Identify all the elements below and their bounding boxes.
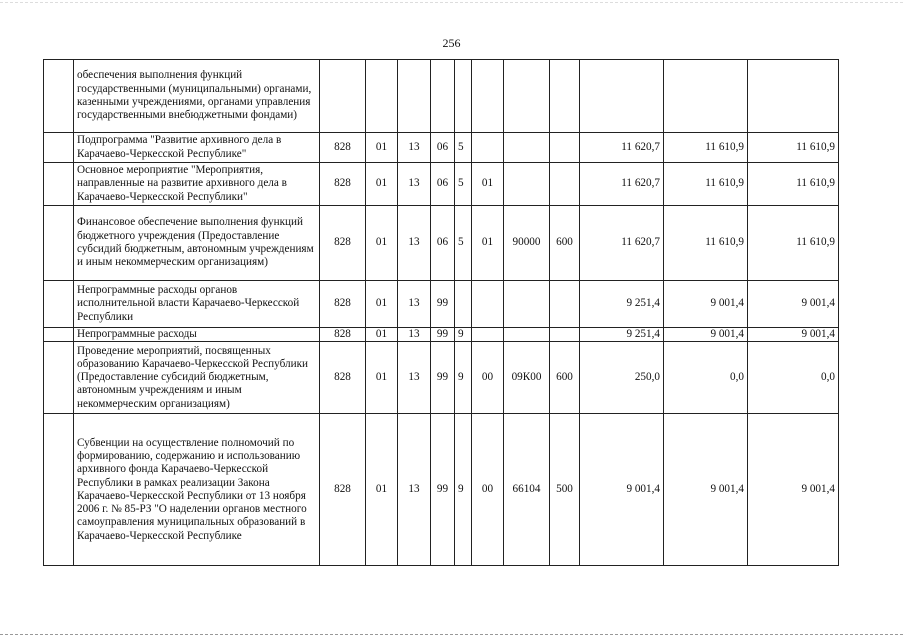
rz-cell: 01 — [366, 133, 398, 163]
subprogram-cell: 9 — [455, 414, 472, 566]
grbs-cell: 828 — [320, 414, 366, 566]
table-row — [44, 342, 839, 414]
amount-year1-cell: 9 251,4 — [580, 281, 664, 328]
expense-name-cell: Подпрограмма "Развитие архивного дела в Карачаево-Черкесской Республике" — [74, 133, 320, 163]
amount-year1-cell: 250,0 — [580, 342, 664, 414]
rz-cell: 01 — [366, 163, 398, 206]
table-row — [44, 133, 839, 163]
amount-year3-cell: 9 001,4 — [748, 328, 839, 342]
amount-year2-cell: 9 001,4 — [664, 281, 748, 328]
table-row — [44, 414, 839, 566]
row-number-cell — [44, 60, 74, 133]
expense-type-cell — [550, 163, 580, 206]
rz-cell: 01 — [366, 414, 398, 566]
amount-year1-cell: 11 620,7 — [580, 206, 664, 281]
amount-year2-cell: 0,0 — [664, 342, 748, 414]
direction-cell — [504, 60, 550, 133]
table-row — [44, 206, 839, 281]
grbs-cell: 828 — [320, 206, 366, 281]
subprogram-cell: 5 — [455, 133, 472, 163]
grbs-cell: 828 — [320, 281, 366, 328]
grbs-cell: 828 — [320, 328, 366, 342]
row-number-cell — [44, 414, 74, 566]
row-number-cell — [44, 206, 74, 281]
event-cell — [472, 281, 504, 328]
expense-type-cell: 600 — [550, 206, 580, 281]
rz-cell: 01 — [366, 342, 398, 414]
direction-cell — [504, 133, 550, 163]
direction-cell: 66104 — [504, 414, 550, 566]
grbs-cell — [320, 60, 366, 133]
pr-cell: 13 — [398, 328, 431, 342]
expense-name-cell: обеспечения выполнения функций государственными (муниципальными) органами, казенными учреждениями, органами управления государственными внебюджетными фондами) — [74, 60, 320, 133]
rz-cell — [366, 60, 398, 133]
expense-type-cell — [550, 60, 580, 133]
pr-cell: 13 — [398, 163, 431, 206]
program-cell: 99 — [431, 342, 455, 414]
event-cell — [472, 133, 504, 163]
amount-year3-cell: 9 001,4 — [748, 414, 839, 566]
program-cell: 99 — [431, 328, 455, 342]
program-cell: 06 — [431, 206, 455, 281]
expense-name-cell: Проведение мероприятий, посвященных образованию Карачаево-Черкесской Республики (Предоставление субсидий бюджетным, автономным учреждениям и иным некоммерческим организациям) — [74, 342, 320, 414]
row-number-cell — [44, 133, 74, 163]
table-row — [44, 328, 839, 342]
event-cell: 01 — [472, 163, 504, 206]
subprogram-cell — [455, 60, 472, 133]
program-cell: 99 — [431, 414, 455, 566]
pr-cell: 13 — [398, 281, 431, 328]
amount-year3-cell: 11 610,9 — [748, 163, 839, 206]
budget-table — [43, 59, 839, 566]
expense-name-cell: Основное мероприятие "Мероприятия, направленные на развитие архивного дела в Карачаево-Черкесской Республики" — [74, 163, 320, 206]
amount-year1-cell: 11 620,7 — [580, 163, 664, 206]
scan-edge-bottom — [0, 634, 903, 635]
row-number-cell — [44, 281, 74, 328]
amount-year1-cell: 9 251,4 — [580, 328, 664, 342]
scan-edge-top — [0, 2, 903, 3]
table-row — [44, 163, 839, 206]
program-cell: 06 — [431, 133, 455, 163]
pr-cell: 13 — [398, 206, 431, 281]
direction-cell: 90000 — [504, 206, 550, 281]
subprogram-cell — [455, 281, 472, 328]
pr-cell: 13 — [398, 414, 431, 566]
pr-cell — [398, 60, 431, 133]
pr-cell: 13 — [398, 342, 431, 414]
amount-year2-cell — [664, 60, 748, 133]
amount-year3-cell: 9 001,4 — [748, 281, 839, 328]
direction-cell — [504, 163, 550, 206]
grbs-cell: 828 — [320, 163, 366, 206]
table-row — [44, 281, 839, 328]
amount-year2-cell: 9 001,4 — [664, 328, 748, 342]
grbs-cell: 828 — [320, 342, 366, 414]
event-cell: 00 — [472, 342, 504, 414]
event-cell: 01 — [472, 206, 504, 281]
expense-type-cell — [550, 328, 580, 342]
subprogram-cell: 9 — [455, 328, 472, 342]
row-number-cell — [44, 163, 74, 206]
amount-year2-cell: 9 001,4 — [664, 414, 748, 566]
amount-year3-cell: 11 610,9 — [748, 133, 839, 163]
expense-type-cell: 500 — [550, 414, 580, 566]
expense-type-cell — [550, 133, 580, 163]
amount-year2-cell: 11 610,9 — [664, 163, 748, 206]
expense-name-cell: Непрограммные расходы органов исполнительной власти Карачаево-Черкесской Республики — [74, 281, 320, 328]
amount-year2-cell: 11 610,9 — [664, 133, 748, 163]
program-cell: 06 — [431, 163, 455, 206]
amount-year3-cell: 0,0 — [748, 342, 839, 414]
row-number-cell — [44, 342, 74, 414]
rz-cell: 01 — [366, 206, 398, 281]
direction-cell — [504, 281, 550, 328]
program-cell: 99 — [431, 281, 455, 328]
grbs-cell: 828 — [320, 133, 366, 163]
program-cell — [431, 60, 455, 133]
direction-cell — [504, 328, 550, 342]
subprogram-cell: 9 — [455, 342, 472, 414]
row-number-cell — [44, 328, 74, 342]
amount-year1-cell: 11 620,7 — [580, 133, 664, 163]
pr-cell: 13 — [398, 133, 431, 163]
rz-cell: 01 — [366, 281, 398, 328]
table-row — [44, 60, 839, 133]
rz-cell: 01 — [366, 328, 398, 342]
event-cell — [472, 328, 504, 342]
amount-year2-cell: 11 610,9 — [664, 206, 748, 281]
event-cell — [472, 60, 504, 133]
event-cell: 00 — [472, 414, 504, 566]
expense-name-cell: Непрограммные расходы — [74, 328, 320, 342]
subprogram-cell: 5 — [455, 163, 472, 206]
amount-year1-cell: 9 001,4 — [580, 414, 664, 566]
page-number: 256 — [442, 36, 461, 50]
amount-year3-cell — [748, 60, 839, 133]
amount-year1-cell — [580, 60, 664, 133]
expense-name-cell: Финансовое обеспечение выполнения функций бюджетного учреждения (Предоставление субсидий бюджетным, автономным учреждениям и иным некоммерческим организациям) — [74, 206, 320, 281]
subprogram-cell: 5 — [455, 206, 472, 281]
expense-type-cell: 600 — [550, 342, 580, 414]
expense-type-cell — [550, 281, 580, 328]
expense-name-cell: Субвенции на осуществление полномочий по формированию, содержанию и использованию архивного фонда Карачаево-Черкесской Республики в рамках реализации Закона Карачаево-Черкесской Республики от 13 ноября 2006 г. № 85-РЗ "О наделении органов местного самоуправления муниципальных образований в Карачаево-Черкесской Республике — [74, 414, 320, 566]
direction-cell: 09К00 — [504, 342, 550, 414]
amount-year3-cell: 11 610,9 — [748, 206, 839, 281]
